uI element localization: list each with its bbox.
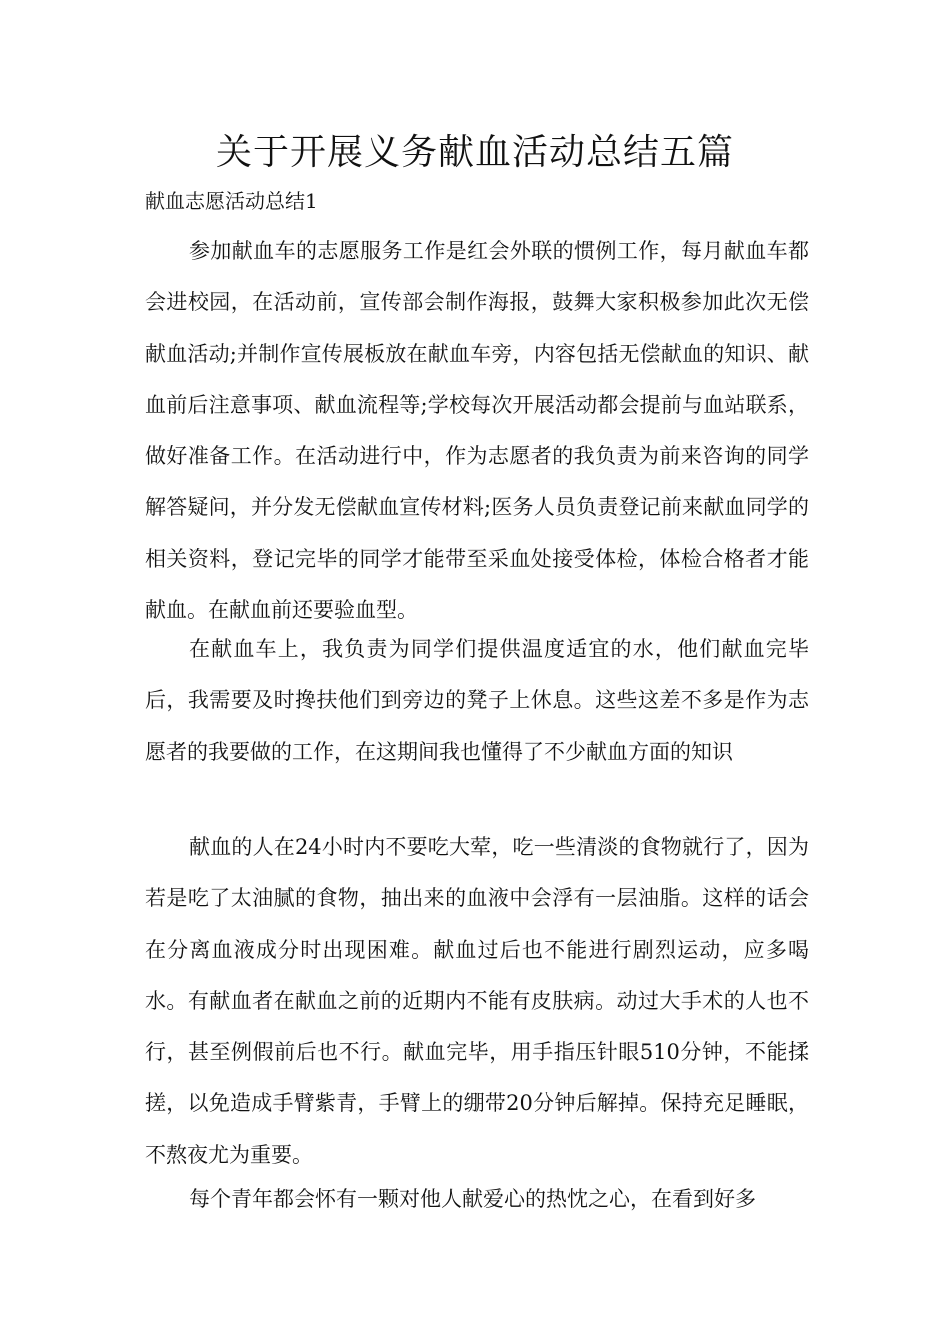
paragraph-1: 参加献血车的志愿服务工作是红会外联的惯例工作，每月献血车都会进校园，在活动前，宣传部会制作海报，鼓舞大家积极参加此次无偿献血活动;并制作宣传展板放在献血车旁，内容包括无偿献血的知识、献血前后注意事项、献血流程等;学校每次开展活动都会提前与血站联系，做好准备工作。在活动进行中，作为志愿者的我负责为前来咨询的同学解答疑问，并分发无偿献血宣传材料;医务人员负责登记前来献血同学的相关资料，登记完毕的同学才能带至采血处接受体检，体检合格者才能献血。在献血前还要验血型。: [145, 239, 809, 623]
paragraph-2: 在献血车上，我负责为同学们提供温度适宜的水，他们献血完毕后，我需要及时搀扶他们到旁边的凳子上休息。这些这差不多是作为志愿者的我要做的工作，在这期间我也懂得了不少献血方面的知识: [145, 637, 809, 764]
paragraph-3: 献血的人在24小时内不要吃大荤，吃一些清淡的食物就行了，因为若是吃了太油腻的食物，抽出来的血液中会浮有一层油脂。这样的话会在分离血液成分时出现困难。献血过后也不能进行剧烈运动，应多喝水。有献血者在献血之前的近期内不能有皮肤病。动过大手术的人也不行，甚至例假前后也不行。献血完毕，用手指压针眼510分钟，不能揉搓，以免造成手臂紫青，手臂上的绷带20分钟后解掉。保持充足睡眠，不熬夜尤为重要。: [145, 835, 809, 1167]
document-title: 关于开展义务献血活动总结五篇: [215, 132, 734, 173]
paragraph-4: 每个青年都会怀有一颗对他人献爱心的热忱之心，在看到好多: [189, 1187, 756, 1211]
section-subtitle: 献血志愿活动总结1: [145, 189, 318, 213]
